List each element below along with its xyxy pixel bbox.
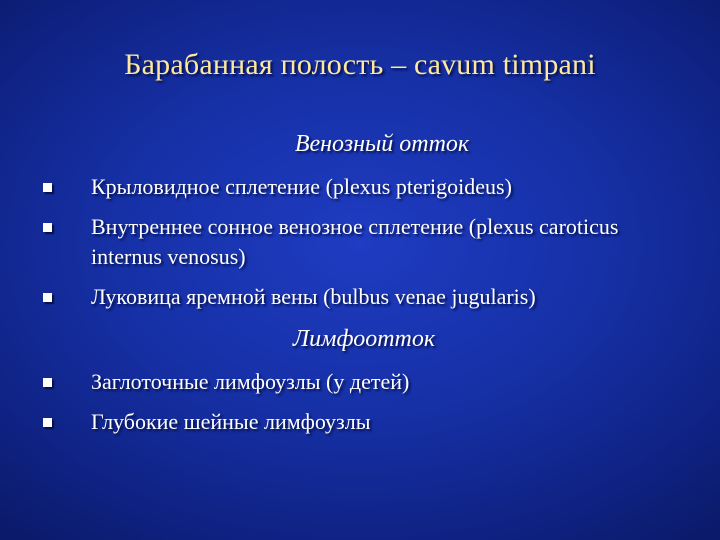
- square-bullet-icon: [43, 183, 52, 192]
- list-item-text: Глубокие шейные лимфоузлы: [91, 409, 371, 434]
- list-item-text: Крыловидное сплетение (plexus pterigoideus): [91, 174, 512, 199]
- section-heading-venous: Венозный отток: [294, 131, 470, 157]
- list-item: [42, 172, 671, 202]
- list-item-text: Заглоточные лимфоузлы (у детей): [91, 369, 410, 394]
- square-bullet-icon: [43, 293, 52, 302]
- list-item: [42, 407, 671, 437]
- list-item-text: Луковица яремной вены (bulbus venae jugularis): [91, 284, 536, 309]
- list-item: [42, 367, 671, 397]
- list-item-text: Внутреннее сонное венозное сплетение (plexus caroticus internus venosus): [91, 214, 619, 269]
- list-item: [42, 212, 671, 272]
- slide-title: Барабанная полость – cavum timpani: [124, 48, 596, 81]
- square-bullet-icon: [43, 223, 52, 232]
- lymph-list: [42, 367, 671, 447]
- venous-list: [42, 172, 671, 322]
- square-bullet-icon: [43, 378, 52, 387]
- square-bullet-icon: [43, 418, 52, 427]
- section-heading-lymph: Лимфоотток: [292, 326, 436, 352]
- list-item: [42, 282, 671, 312]
